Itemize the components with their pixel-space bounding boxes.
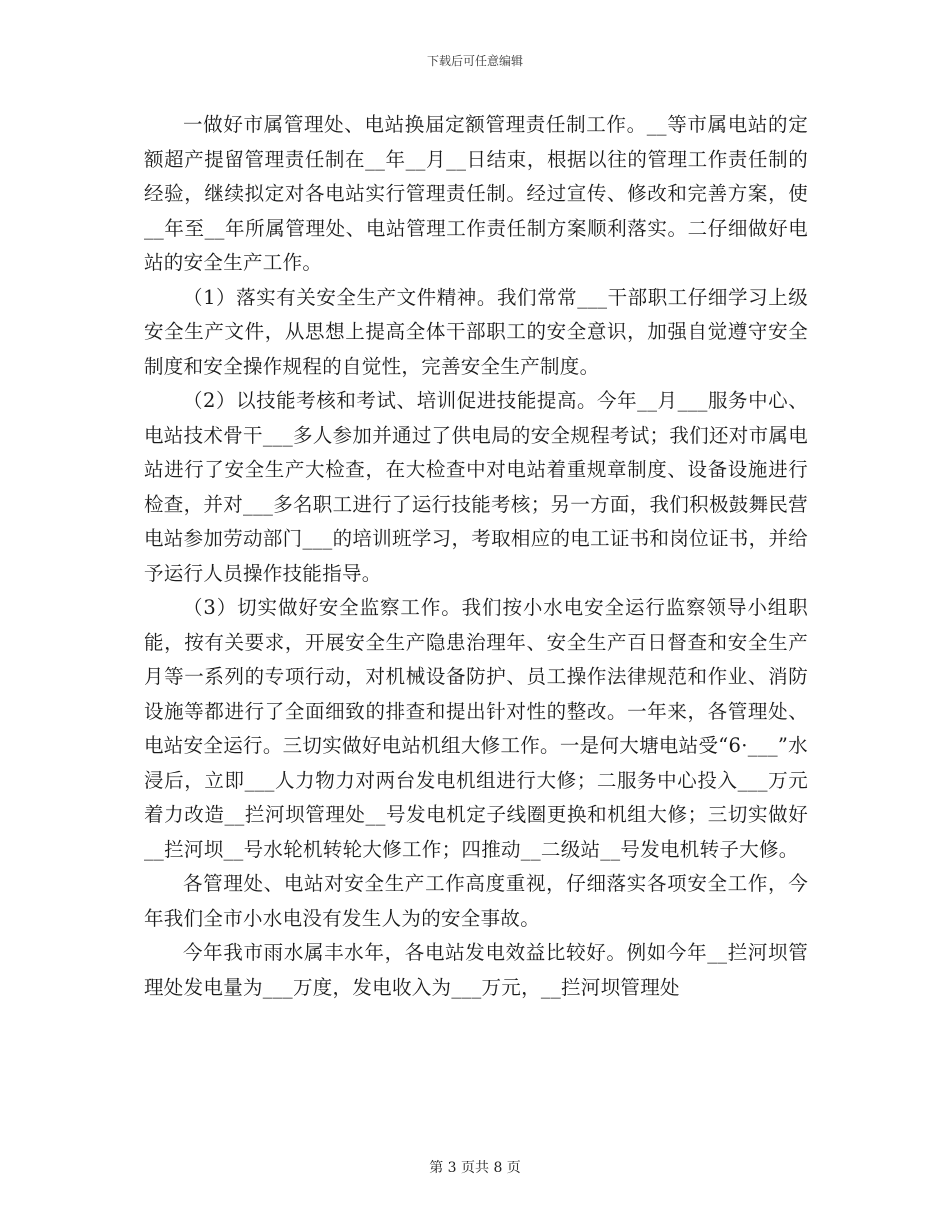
page-header: 下载后可任意编辑: [426, 54, 523, 68]
paragraph-1: 一做好市属管理处、电站换届定额管理责任制工作。__等市属电站的定额超产提留管理责任制在__年__月__日结束，根据以往的管理工作责任制的经验，继续拟定对各电站实行管理责任制。经过宣传、修改和完善方案，使__年至__年所属管理处、电站管理工作责任制方案顺利落实。二仔细做好电站的安全生产工作。: [144, 113, 808, 274]
paragraph-3: （2）以技能考核和考试、培训促进技能提高。今年__月___服务中心、电站技术骨干___多人参加并通过了供电局的安全规程考试；我们还对市属电站进行了安全生产大检查，在大检查中对电站着重规章制度、设备设施进行检查，并对___多名职工进行了运行技能考核；另一方面，我们积极鼓舞民营电站参加劳动部门___的培训班学习，考取相应的电工证书和岗位证书，并给予运行人员操作技能指导。: [144, 389, 808, 585]
page-footer: 第 3 页共 8 页: [429, 1160, 521, 1176]
document-body: [144, 108, 808, 1005]
paragraph-4: （3）切实做好安全监察工作。我们按小水电安全运行监察领导小组职能，按有关要求，开展安全生产隐患治理年、安全生产百日督查和安全生产月等一系列的专项行动，对机械设备防护、员工操作法律规范和作业、消防设施等都进行了全面细致的排查和提出针对性的整改。一年来，各管理处、电站安全运行。三切实做好电站机组大修工作。一是何大塘电站受“6·___”水浸后，立即___人力物力对两台发电机组进行大修；二服务中心投入___万元着力改造__拦河坝管理处__号发电机定子线圈更换和机组大修；三切实做好__拦河坝__号水轮机转轮大修工作；四推动__二级站__号发电机转子大修。: [144, 596, 808, 861]
paragraph-2: （1）落实有关安全生产文件精神。我们常常___干部职工仔细学习上级安全生产文件，从思想上提高全体干部职工的安全意识，加强自觉遵守安全制度和安全操作规程的自觉性，完善安全生产制度。: [144, 285, 808, 378]
paragraph-6: 今年我市雨水属丰水年，各电站发电效益比较好。例如今年__拦河坝管理处发电量为___万度，发电收入为___万元，__拦河坝管理处: [144, 941, 808, 999]
paragraph-5: 各管理处、电站对安全生产工作高度重视，仔细落实各项安全工作，今年我们全市小水电没有发生人为的安全事故。: [144, 872, 808, 930]
